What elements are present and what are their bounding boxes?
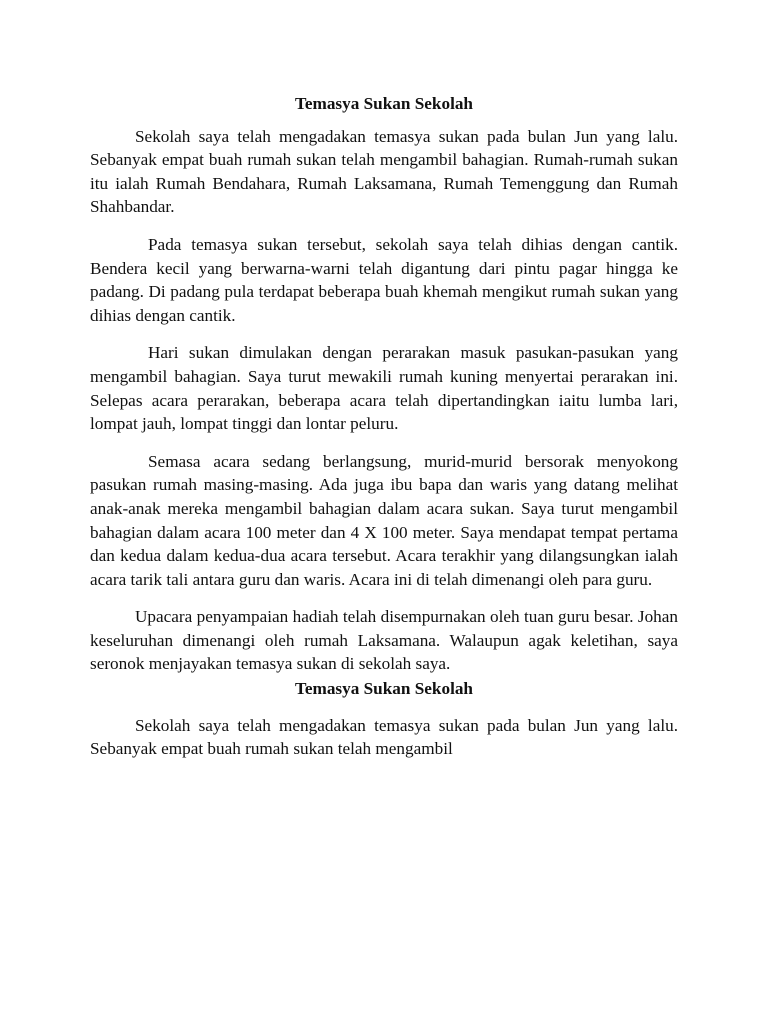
- paragraph-1: Sekolah saya telah mengadakan temasya sukan pada bulan Jun yang lalu. Sebanyak empat buah rumah sukan telah mengambil bahagian. Rumah-rumah sukan itu ialah Rumah Bendahara, Rumah Laksamana, Rumah Temenggung dan Rumah Shahbandar.: [90, 126, 678, 217]
- repeated-title: Temasya Sukan Sekolah: [295, 679, 473, 699]
- paragraph-4: Semasa acara sedang berlangsung, murid-murid bersorak menyokong pasukan rumah masing-masing. Ada juga ibu bapa dan waris yang datang melihat anak-anak mereka mengambil bahagian dalam acara sukan. Saya turut mengambil bahagian dalam acara 100 meter dan 4 X 100 meter. Saya mendapat tempat pertama dan kedua dalam kedua-dua acara tersebut. Acara terakhir yang dilangsungkan ialah acara tarik tali antara guru dan waris. Acara ini di telah dimenangi oleh para guru.: [90, 451, 678, 589]
- document-page: [90, 92, 678, 761]
- repeated-paragraph: Sekolah saya telah mengadakan temasya sukan pada bulan Jun yang lalu. Sebanyak empat buah rumah sukan telah mengambil: [90, 715, 678, 759]
- document-title: Temasya Sukan Sekolah: [295, 94, 473, 113]
- paragraph-2: Pada temasya sukan tersebut, sekolah saya telah dihias dengan cantik. Bendera kecil yang berwarna-warni telah digantung dari pintu pagar hingga ke padang. Di padang pula terdapat beberapa buah khemah mengikut rumah sukan yang dihias dengan cantik.: [90, 234, 678, 325]
- paragraph-5: Upacara penyampaian hadiah telah disempurnakan oleh tuan guru besar. Johan keseluruhan dimenangi oleh rumah Laksamana. Walaupun agak keletihan, saya seronok menjayakan temasya sukan di sekolah saya.: [90, 607, 678, 674]
- paragraph-3: Hari sukan dimulakan dengan perarakan masuk pasukan-pasukan yang mengambil bahagian. Saya turut mewakili rumah kuning menyertai perarakan ini. Selepas acara perarakan, beberapa acara telah dipertandingkan iaitu lumba lari, lompat jauh, lompat tinggi dan lontar peluru.: [90, 343, 678, 434]
